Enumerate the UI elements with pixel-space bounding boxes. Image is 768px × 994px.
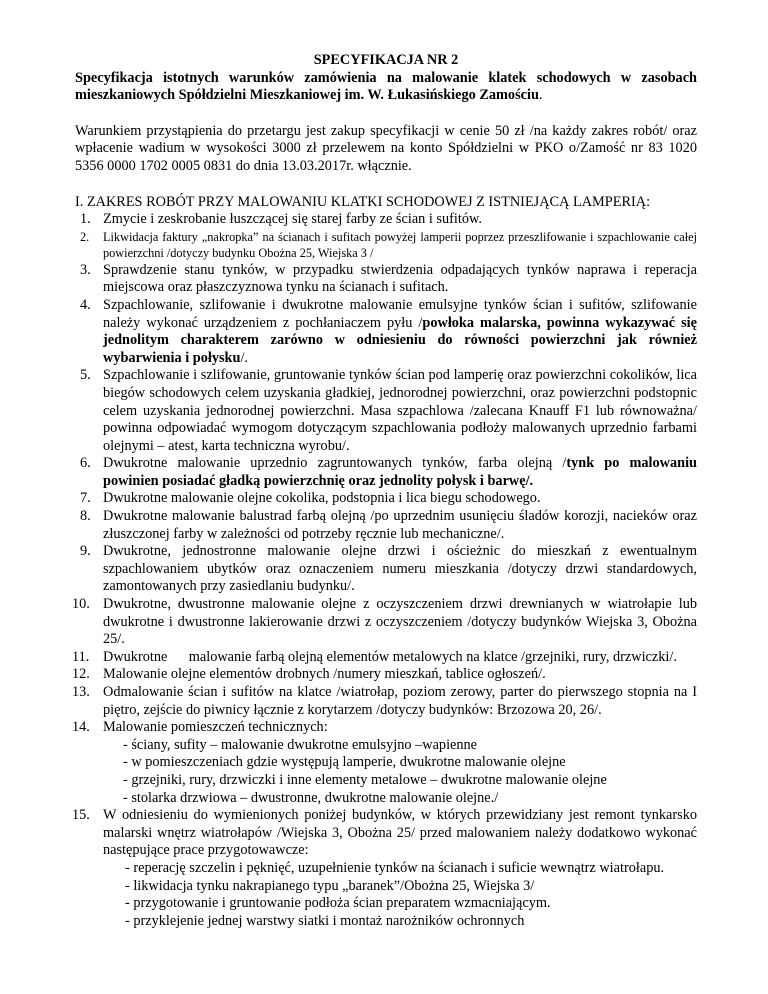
item-text-end: /. (240, 349, 248, 366)
list-item (72, 648, 697, 667)
sub-item: - reperację szczelin i pęknięć, uzupełnienie tynków na ścianach i suficie wewnątrz wiatrołapu. (125, 859, 665, 876)
item-number: 9. (80, 543, 91, 560)
list-item (75, 490, 697, 508)
list-item (75, 229, 697, 262)
item-text: Malowanie pomieszczeń technicznych: (103, 719, 328, 736)
document-subtitle (75, 70, 697, 105)
item-number: 14. (72, 719, 90, 736)
list-item (75, 543, 697, 596)
item-text: Dwukrotne malowanie uprzednio zagruntowanych tynków, farba olejną / (103, 455, 567, 472)
item-text: Sprawdzenie stanu tynków, w przypadku stwierdzenia odpadających tynków naprawa i reperacja miejscowa oraz płaszczyznowa tynku na ścianach i sufitach. (103, 261, 697, 296)
item-number: 5. (80, 367, 91, 384)
item-number: 8. (80, 508, 91, 525)
item-text: Likwidacja faktury „nakropka” na ścianach i sufitach powyżej lamperii poprzez przeszlifowanie i szpachlowanie całej powierzchni /dotyczy budynku Obożna 25, Wiejska 3 / (103, 229, 697, 261)
item-number: 7. (80, 490, 91, 507)
document-page (72, 52, 698, 930)
sub-item: - stolarka drzwiowa – dwustronne, dwukrotne malowanie olejne./ (123, 789, 499, 806)
list-item (75, 455, 697, 490)
list-item (72, 719, 697, 807)
subtitle-end: . (538, 87, 543, 104)
item-number: 3. (80, 261, 91, 278)
item-emphasis: powłoka malarska, powinna wykazywać się jednolitym charakterem zarówno w odniesieniu do równości powierzchni jak również wybarwienia i połysku (103, 314, 697, 366)
item-text: Dwukrotne, jednostronne malowanie olejne drzwi i ościeżnic do mieszkań z ewentualnym szpachlowaniem ubytków oraz oznaczeniem numeru mieszkania /dotyczy drzwi standardowych, zamontowanych przy zasiedlaniu budynku/. (103, 543, 697, 595)
item-text: W odniesieniu do wymienionych poniżej budynków, w których przewidziany jest remont tynkarsko malarski wnętrz wiatrołapów /Wiejska 3, Obożna 25/ przed malowaniem należy dodatkowo wykonać następujące prace przygotowawcze: (103, 807, 697, 859)
item-number: 2. (80, 229, 90, 244)
list-item (72, 666, 697, 684)
item-text: Zmycie i zeskrobanie łuszczącej się starej farby ze ścian i sufitów. (103, 211, 482, 228)
item-number: 4. (80, 296, 91, 313)
item-number: 10. (72, 596, 90, 613)
intro-paragraph: Warunkiem przystąpienia do przetargu jest zakup specyfikacji w cenie 50 zł /na każdy zakres robót/ oraz wpłacenie wadium w wysokości 3000 zł przelewem na konto Spółdzielni w PKO o/Zamość nr 83 1020 5356 0000 1702 0005 0831 do dnia 13.03.2017r. włącznie. (75, 122, 697, 174)
list-item (75, 367, 697, 455)
section-heading: I. ZAKRES ROBÓT PRZY MALOWANIU KLATKI SCHODOWEJ Z ISTNIEJĄCĄ LAMPERIĄ: (75, 193, 651, 210)
document-title: SPECYFIKACJA NR 2 (313, 52, 459, 68)
sub-item: - likwidacja tynku nakrapianego typu „baranek”/Obożna 25, Wiejska 3/ (125, 877, 535, 894)
sub-item: - przygotowanie i gruntowanie podłoża ścian preparatem wzmacniającym. (125, 895, 551, 912)
item-text: Dwukrotne, dwustronne malowanie olejne z oczyszczeniem drzwi drewnianych w wiatrołapie lub dwukrotne i dwustronne lakierowanie drzwi z oczyszczeniem /dotyczy budynków Wiejska 3, Obożna 25/. (103, 596, 697, 648)
item-text: Dwukrotne malowanie farbą olejną elementów metalowych na klatce /grzejniki, rury, drzwiczki/. (103, 648, 677, 665)
list-item (72, 684, 697, 719)
item-number: 15. (72, 807, 90, 824)
sub-item: - ściany, sufity – malowanie dwukrotne emulsyjno –wapienne (123, 736, 478, 753)
item-emphasis: tynk po malowaniu powinien posiadać gładką powierzchnię oraz jednolity połysk i barwę/. (103, 455, 698, 489)
scope-list (72, 211, 698, 930)
item-text: Szpachlowanie i szlifowanie, gruntowanie tynków ścian pod lamperię oraz powierzchni cokolików, lica biegów schodowych celem uzyskania gładkiej, jednorodnej powierzchni, oraz powierzchni podstopnic celem uzyskania jednorodnej powierzchni. Masa szpachlowa /zalecana Knauff F1 lub równoważna/ powinna odpowiadać wymogom dotyczącym szpachlowania podłoży malowanych uprzednio farbami olejnymi – atest, karta techniczna wyrobu/. (103, 367, 697, 454)
item-number: 13. (72, 684, 90, 700)
item-number: 1. (80, 211, 91, 228)
sub-item: - w pomieszczeniach gdzie występują lamperie, dwukrotne malowanie olejne (123, 754, 566, 771)
list-item (75, 508, 697, 543)
item-text: Dwukrotne malowanie olejne cokolika, podstopnia i lica biegu schodowego. (103, 490, 541, 507)
list-item (72, 596, 697, 649)
item-number: 6. (80, 455, 91, 472)
sub-item: - przyklejenie jednej warstwy siatki i montaż narożników ochronnych (125, 912, 525, 929)
list-item (72, 807, 697, 930)
list-item (75, 262, 697, 297)
list-item (75, 211, 697, 229)
item-number: 11. (72, 648, 90, 665)
item-number: 12. (72, 666, 90, 683)
item-text: Dwukrotne malowanie balustrad farbą olejną /po uprzednim usunięciu śladów korozji, nacieków oraz złuszczonej farby w zależności od potrzeby ręcznie lub mechaniczne/. (103, 508, 697, 542)
item-text: Odmalowanie ścian i sufitów na klatce /wiatrołap, poziom zerowy, parter do pierwszego stopnia na I piętro, zejście do piwnicy łącznie z korytarzem /dotyczy budynków: Brzozowa 20, 26/. (103, 684, 697, 718)
list-item (75, 297, 697, 367)
subtitle-text: Specyfikacja istotnych warunków zamówienia na malowanie klatek schodowych w zasobach mieszkaniowych Spółdzielni Mieszkaniowej im. W. Łukasińskiego Zamościu (75, 69, 697, 104)
item-text: Malowanie olejne elementów drobnych /numery mieszkań, tablice ogłoszeń/. (103, 666, 546, 683)
item-text: Szpachlowanie, szlifowanie i dwukrotne malowanie emulsyjne tynków ścian i sufitów, szlifowanie należy wykonać urządzeniem z pochłaniaczem pyłu / (103, 296, 697, 331)
sub-item: - grzejniki, rury, drzwiczki i inne elementy metalowe – dwukrotne malowanie olejne (123, 771, 607, 788)
